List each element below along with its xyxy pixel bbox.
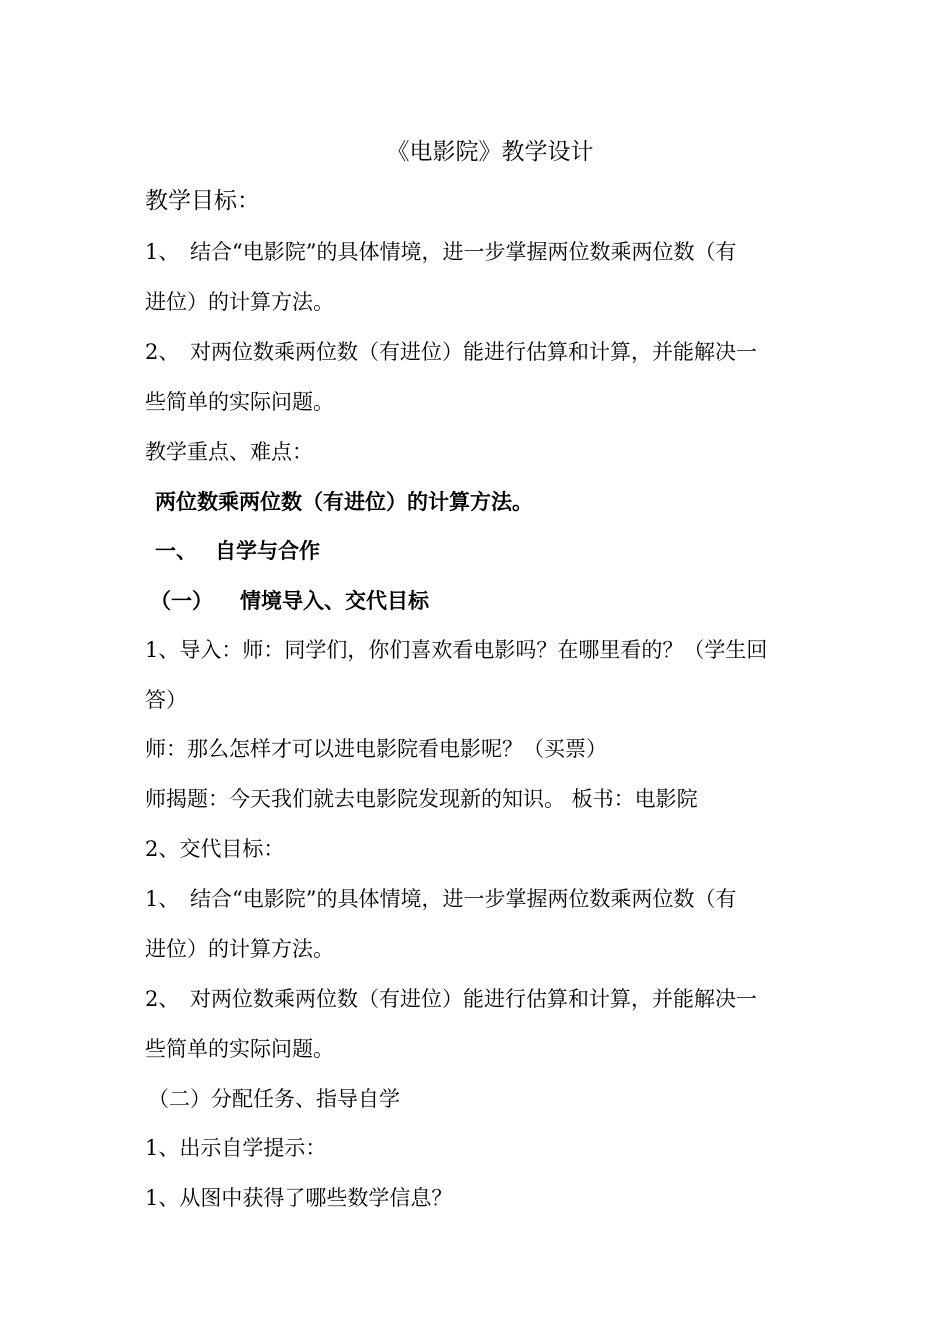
objective-2-number: 2、 <box>145 340 180 364</box>
question-1: 1、从图中获得了哪些数学信息？ <box>145 1186 453 1210</box>
objective-repeat-1-number: 1、 <box>145 887 180 911</box>
objective-repeat-2-number: 2、 <box>145 987 180 1011</box>
objectives-step: 2、交代目标： <box>145 837 285 861</box>
objective-1-number: 1、 <box>145 240 180 264</box>
teacher-question: 师：那么怎样才可以进电影院看电影呢？（买票） <box>145 737 607 761</box>
objective-repeat-1-text: 结合“电影院”的具体情境，进一步掌握两位数乘两位数（有 <box>190 887 737 911</box>
section-1-title: 自学与合作 <box>215 538 320 563</box>
section-1-number: 一、 <box>155 538 197 563</box>
objective-1-text: 结合“电影院”的具体情境，进一步掌握两位数乘两位数（有 <box>190 240 737 264</box>
subsection-1-heading <box>150 587 429 615</box>
objective-repeat-1-line2: 进位）的计算方法。 <box>145 937 334 961</box>
objective-repeat-2-line2: 些简单的实际问题。 <box>145 1037 334 1061</box>
key-points-text: 两位数乘两位数（有进位）的计算方法。 <box>155 489 533 514</box>
intro-line-2: 答） <box>145 688 187 712</box>
self-study-prompt: 1、出示自学提示： <box>145 1136 327 1160</box>
objective-repeat-2-line1 <box>145 985 757 1013</box>
subsection-1-title: 情境导入、交代目标 <box>240 588 429 613</box>
objective-repeat-2-text: 对两位数乘两位数（有进位）能进行估算和计算，并能解决一 <box>190 987 757 1011</box>
objective-1-line1 <box>145 238 736 266</box>
objective-1-line2: 进位）的计算方法。 <box>145 290 334 314</box>
subsection-1-number: （一） <box>150 588 213 613</box>
objectives-heading: 教学目标： <box>145 188 260 214</box>
subsection-2-heading: （二）分配任务、指导自学 <box>148 1087 400 1111</box>
objective-2-line2: 些简单的实际问题。 <box>145 390 334 414</box>
section-1-heading <box>155 537 320 565</box>
teacher-reveal: 师揭题：今天我们就去电影院发现新的知识。 板书：电影院 <box>145 787 698 811</box>
intro-line-1: 1、导入：师：同学们，你们喜欢看电影吗？在哪里看的？（学生回 <box>145 638 768 662</box>
objective-2-text: 对两位数乘两位数（有进位）能进行估算和计算，并能解决一 <box>190 340 757 364</box>
document-title: 《电影院》教学设计 <box>386 139 594 165</box>
objective-2-line1 <box>145 338 757 366</box>
objective-repeat-1-line1 <box>145 885 736 913</box>
key-points-heading: 教学重点、难点： <box>145 440 313 464</box>
